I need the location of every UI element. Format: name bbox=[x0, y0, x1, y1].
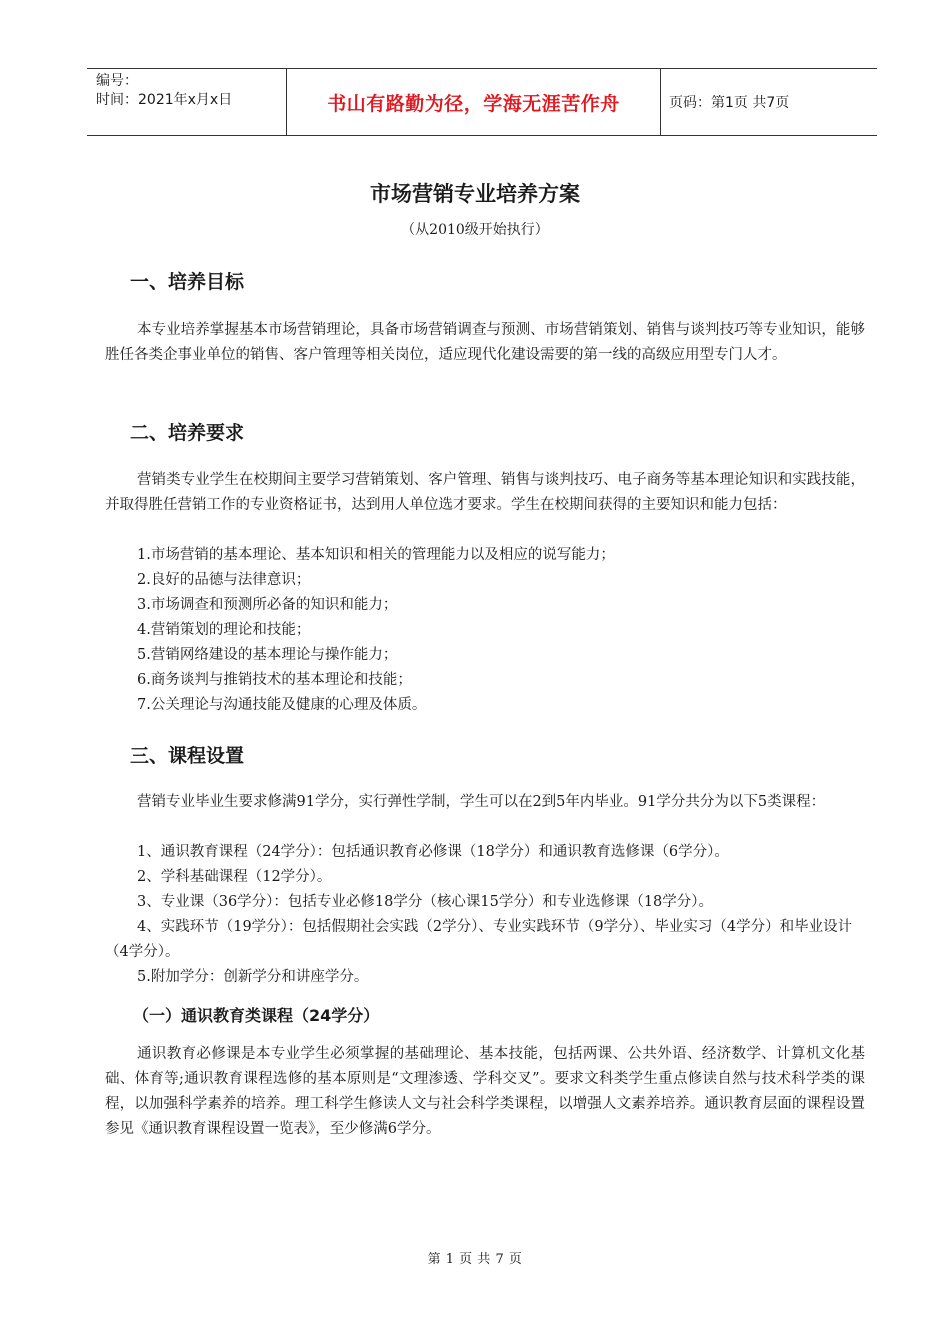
section-courses-paragraph: 营销专业毕业生要求修满91学分，实行弹性学制，学生可以在2到5年内毕业。91学分共分为以下5类课程： bbox=[137, 794, 826, 810]
number-label: 编号： bbox=[96, 73, 138, 89]
document-subtitle: （从2010级开始执行） bbox=[401, 222, 549, 238]
header-page-code: 页码：第1页 共7页 bbox=[669, 95, 790, 111]
course-category-item-practice: 4、实践环节（19学分）：包括假期社会实践（2学分）、专业实践环节（9学分）、毕业实习（4学分）和毕业设计（4学分）。 bbox=[105, 919, 853, 960]
section-heading-goals: 一、培养目标 bbox=[130, 271, 245, 293]
list-item: 3、专业课（36学分）：包括专业必修18学分（核心课15学分）和专业选修课（18学分）。 bbox=[137, 894, 714, 910]
list-item: 5.营销网络建设的基本理论与操作能力； bbox=[137, 647, 398, 663]
section-goals-paragraph: 本专业培养掌握基本市场营销理论，具备市场营销调查与预测、市场营销策划、销售与谈判技巧等专业知识，能够胜任各类企事业单位的销售、客户管理等相关岗位，适应现代化建设需要的第一线的高级应用型专门人才。 bbox=[105, 322, 865, 363]
page-footer: 第 1 页 共 7 页 bbox=[427, 1252, 523, 1267]
header-table bbox=[87, 68, 877, 136]
list-item: 6.商务谈判与推销技术的基本理论和技能； bbox=[137, 672, 412, 688]
header-meta-cell bbox=[87, 69, 287, 135]
course-category-list bbox=[137, 840, 867, 915]
document-title: 市场营销专业培养方案 bbox=[370, 182, 580, 206]
list-item: 4.营销策划的理论和技能； bbox=[137, 622, 311, 638]
list-item: 1、通识教育课程（24学分）：包括通识教育必修课（18学分）和通识教育选修课（6学分）。 bbox=[137, 844, 729, 860]
subsection-general-paragraph: 通识教育必修课是本专业学生必须掌握的基础理论、基本技能，包括两课、公共外语、经济数学、计算机文化基础、体育等;通识教育课程选修的基本原则是“文理渗透、学科交叉”。要求文科类学生重点修读自然与技术科学类的课程，以加强科学素养的培养。理工科学生修读人文与社会科学类课程，以增强人文素养培养。通识教育层面的课程设置参见《通识教育课程设置一览表》，至少修满6学分。 bbox=[105, 1046, 865, 1137]
course-category-item-extra: 5.附加学分：创新学分和讲座学分。 bbox=[137, 969, 369, 985]
section-requirements-paragraph: 营销类专业学生在校期间主要学习营销策划、客户管理、销售与谈判技巧、电子商务等基本理论知识和实践技能，并取得胜任营销工作的专业资格证书，达到用人单位选才要求。学生在校期间获得的主要知识和能力包括： bbox=[105, 472, 865, 513]
list-item: 1.市场营销的基本理论、基本知识和相关的管理能力以及相应的说写能力； bbox=[137, 547, 615, 563]
section-heading-courses: 三、课程设置 bbox=[130, 745, 245, 767]
list-item: 3.市场调查和预测所必备的知识和能力； bbox=[137, 597, 398, 613]
list-item: 7.公关理论与沟通技能及健康的心理及体质。 bbox=[137, 697, 427, 713]
subsection-heading-general: （一）通识教育类课程（24学分） bbox=[133, 1006, 380, 1025]
time-label: 时间：2021年x月x日 bbox=[96, 92, 233, 108]
section-heading-requirements: 二、培养要求 bbox=[130, 422, 245, 444]
list-item: 2、学科基础课程（12学分）。 bbox=[137, 869, 332, 885]
header-motto: 书山有路勤为径，学海无涯苦作舟 bbox=[287, 69, 661, 135]
list-item: 2.良好的品德与法律意识； bbox=[137, 572, 311, 588]
requirements-list bbox=[137, 543, 867, 718]
